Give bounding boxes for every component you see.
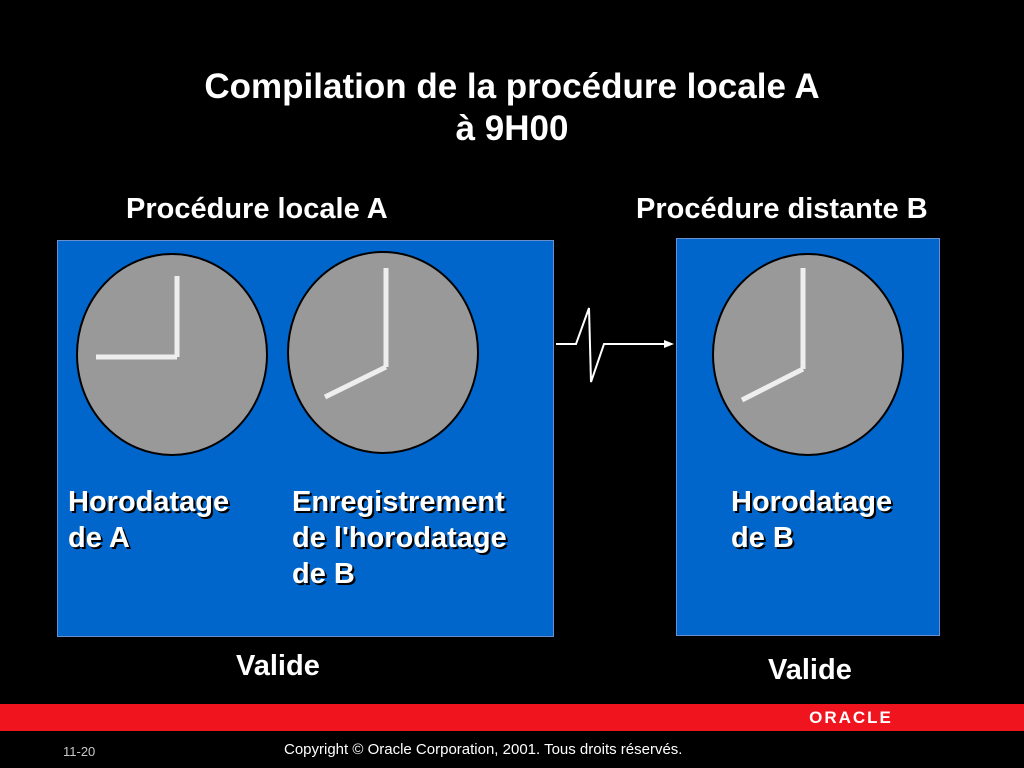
caption-line: Horodatage: [731, 486, 893, 518]
caption-timestamp-a: [68, 484, 229, 556]
caption-line: de B: [731, 522, 794, 554]
caption-timestamp-b: [731, 484, 892, 556]
oracle-logo: [788, 708, 914, 726]
status-local-valid: Valide: [236, 650, 320, 682]
heading-remote-procedure: Procédure distante B: [636, 193, 928, 225]
clock-icon: [287, 251, 479, 454]
clock-icon: [76, 253, 268, 456]
caption-line: de l'horodatage: [292, 522, 507, 554]
slide-title: [0, 66, 1024, 150]
clock-icon: [712, 253, 904, 456]
page-number: 11-20: [63, 744, 96, 759]
slide-title-line-2: à 9H00: [455, 109, 569, 148]
caption-line: Horodatage: [68, 486, 230, 518]
caption-line: Enregistrement: [292, 486, 505, 518]
heading-local-procedure: Procédure locale A: [126, 193, 388, 225]
network-signal-arrow-icon: [552, 300, 678, 386]
svg-text:ORACLE: ORACLE: [809, 708, 893, 726]
status-remote-valid: Valide: [768, 654, 852, 686]
caption-recorded-timestamp-b: [292, 484, 507, 592]
caption-line: de A: [68, 522, 130, 554]
caption-line: de B: [292, 558, 355, 590]
slide-title-line-1: Compilation de la procédure locale A: [204, 67, 820, 106]
copyright-text: Copyright © Oracle Corporation, 2001. Tous droits réservés.: [284, 741, 683, 758]
